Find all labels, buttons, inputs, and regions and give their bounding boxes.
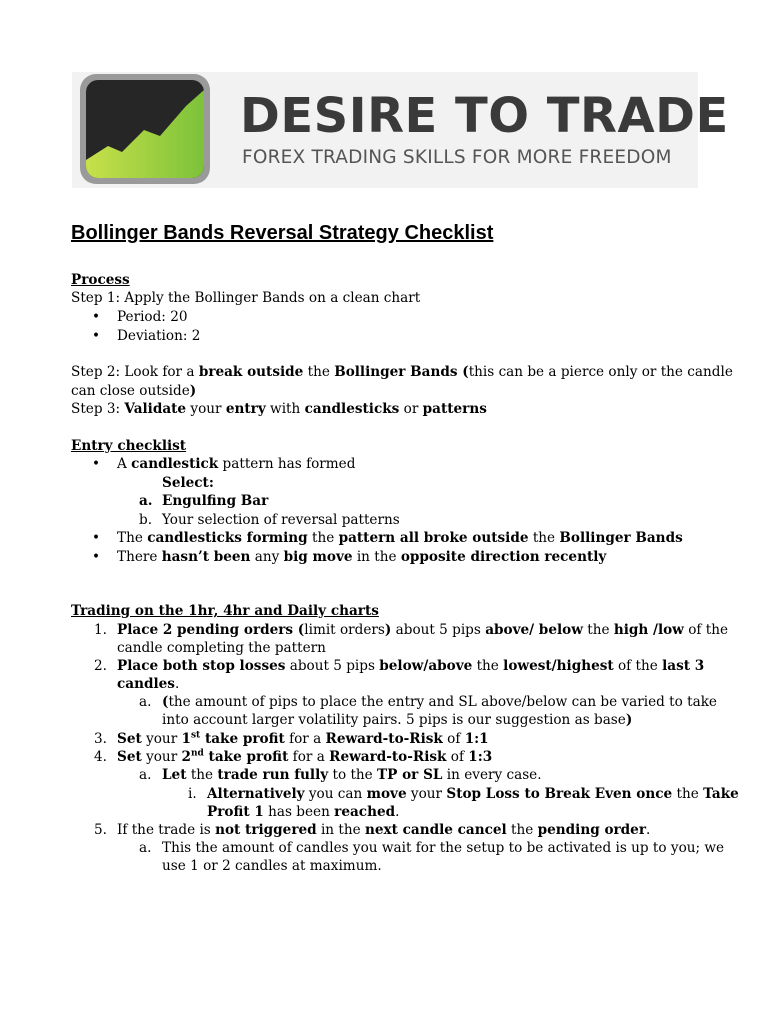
list-marker: 2. (94, 658, 107, 674)
list-marker: 1. (94, 622, 107, 638)
process-heading: Process (71, 272, 130, 288)
trading-item-3: Set your 1st take profit for a Reward-to-Risk of 1:1 (117, 730, 489, 747)
list-marker: 4. (94, 749, 107, 765)
bullet-deviation: Deviation: 2 (117, 328, 201, 344)
bullet-icon: • (92, 549, 101, 565)
sub-marker: a. (139, 694, 152, 710)
trading-item-4ai-continued: Profit 1 has been reached. (207, 804, 400, 820)
step-1: Step 1: Apply the Bollinger Bands on a clean chart (71, 290, 421, 306)
sub-sub-marker: i. (188, 786, 197, 802)
trading-item-1: Place 2 pending orders (limit orders) about 5 pips above/ below the high /low of the (117, 622, 729, 638)
logo-chart-icon (80, 74, 210, 184)
trading-item-5: If the trade is not triggered in the next candle cancel the pending order. (117, 822, 651, 838)
entry-checklist-heading: Entry checklist (71, 438, 187, 454)
trading-heading: Trading on the 1hr, 4hr and Daily charts (71, 603, 379, 619)
sub-marker: a. (139, 840, 152, 856)
entry-item-no-big-move: There hasn’t been any big move in the opposite direction recently (117, 549, 607, 565)
step-3: Step 3: Validate your entry with candlesticks or patterns (71, 401, 487, 417)
header-banner (72, 72, 729, 188)
trading-item-5a: This the amount of candles you wait for the setup to be activated is up to you; we (162, 840, 725, 856)
trading-item-2a: (the amount of pips to place the entry and SL above/below can be varied to take (162, 694, 717, 710)
page-title: Bollinger Bands Reversal Strategy Checklist (71, 222, 494, 244)
entry-sub-engulfing: Engulfing Bar (162, 493, 269, 509)
bullet-icon: • (92, 530, 101, 546)
select-label: Select: (162, 475, 214, 491)
trading-item-4ai: Alternatively you can move your Stop Loss to Break Even once the Take (207, 786, 739, 802)
sub-marker: a. (139, 493, 153, 509)
bullet-icon: • (92, 456, 101, 472)
trading-item-4: Set your 2nd take profit for a Reward-to-Risk of 1:3 (117, 748, 493, 765)
bullet-period: Period: 20 (117, 309, 188, 325)
brand-name: DESIRE TO TRADE (240, 88, 729, 144)
trading-item-2-continued: candles. (117, 676, 180, 692)
trading-item-2a-continued: into account larger volatility pairs. 5 pips is our suggestion as base) (162, 712, 633, 728)
bullet-icon: • (92, 309, 101, 325)
sub-marker: b. (139, 512, 153, 528)
entry-item-candlestick: A candlestick pattern has formed (117, 456, 356, 472)
entry-sub-reversal: Your selection of reversal patterns (162, 512, 400, 528)
step-2-continued: can close outside) (71, 383, 197, 399)
list-marker: 5. (94, 822, 107, 838)
step-2: Step 2: Look for a break outside the Bollinger Bands (this can be a pierce only or the candle (71, 364, 733, 380)
entry-item-broke-outside: The candlesticks forming the pattern all broke outside the Bollinger Bands (117, 530, 683, 546)
bullet-icon: • (92, 328, 101, 344)
trading-item-1-continued: candle completing the pattern (117, 640, 326, 656)
brand-tagline: FOREX TRADING SKILLS FOR MORE FREEDOM (242, 147, 672, 168)
trading-item-5a-continued: use 1 or 2 candles at maximum. (162, 858, 382, 874)
list-marker: 3. (94, 731, 107, 747)
sub-marker: a. (139, 767, 152, 783)
trading-item-4a: Let the trade run fully to the TP or SL in every case. (162, 767, 542, 783)
trading-item-2: Place both stop losses about 5 pips below/above the lowest/highest of the last 3 (117, 658, 705, 674)
